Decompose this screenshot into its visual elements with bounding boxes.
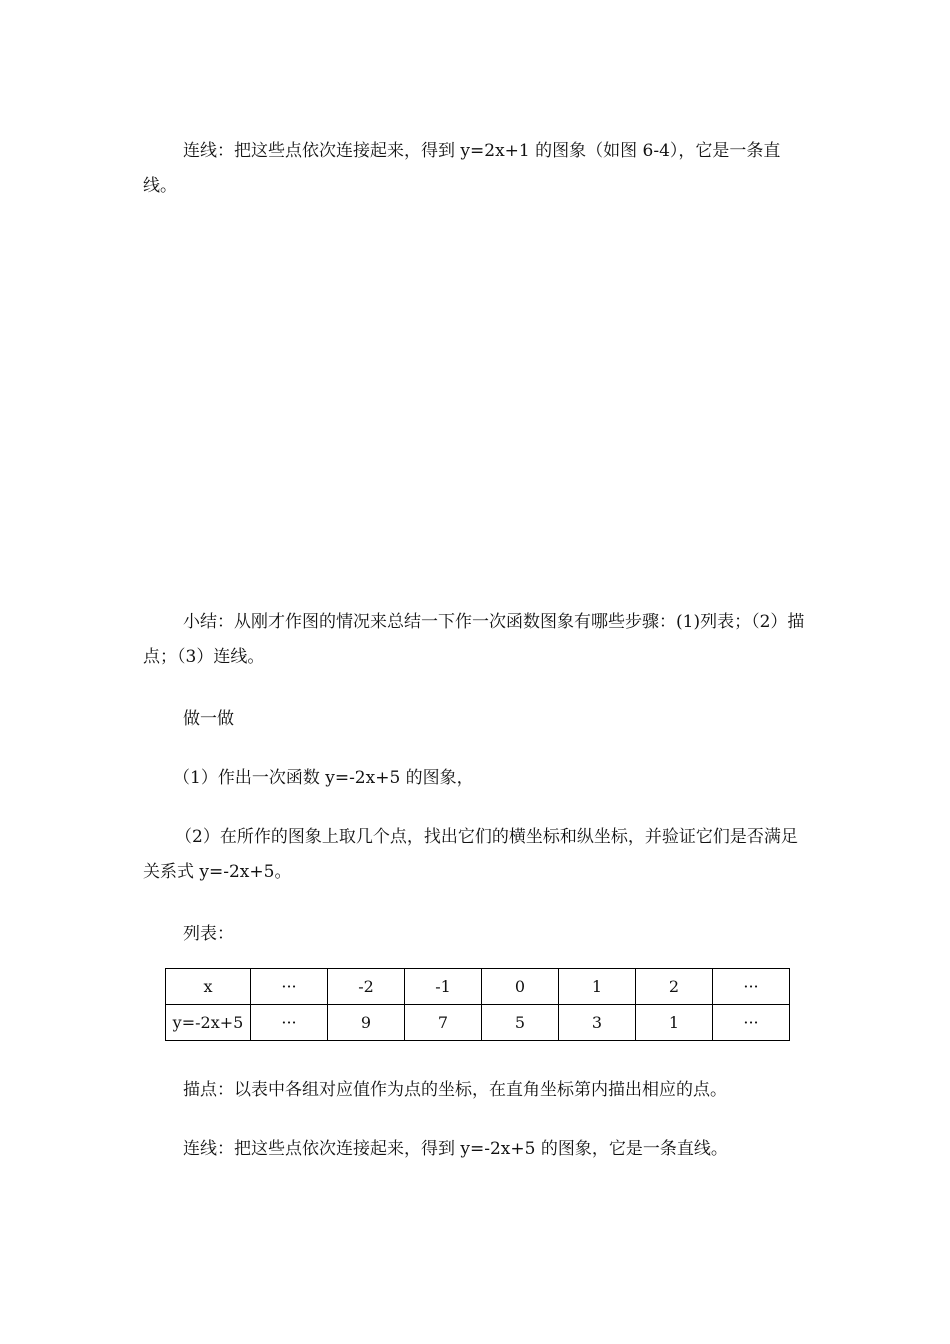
paragraph-list-table-label: 列表： <box>183 924 234 944</box>
table-cell: 5 <box>482 1005 559 1041</box>
table-cell: ··· <box>251 969 328 1005</box>
value-table <box>165 968 790 1041</box>
paragraph-try-it-heading: 做一做 <box>183 709 234 729</box>
table-cell: ··· <box>713 1005 790 1041</box>
table-cell: 9 <box>328 1005 405 1041</box>
paragraph-connect-line-1: 连线：把这些点依次连接起来，得到 y=2x+1 的图象（如图 6-4），它是一条直线。 <box>143 141 781 196</box>
paragraph-task-1: （1）作出一次函数 y=-2x+5 的图象， <box>173 768 474 788</box>
table-row-x <box>166 969 790 1005</box>
table-cell: 3 <box>559 1005 636 1041</box>
paragraph-summary: 小结：从刚才作图的情况来总结一下作一次函数图象有哪些步骤：(1)列表；（2）描点；（3）连线。 <box>143 612 805 667</box>
paragraph-task-2: （2）在所作的图象上取几个点，找出它们的横坐标和纵坐标，并验证它们是否满足关系式 y=-2x+5。 <box>143 827 798 882</box>
table-cell: 2 <box>636 969 713 1005</box>
table-cell: 1 <box>636 1005 713 1041</box>
table-cell: -2 <box>328 969 405 1005</box>
table-cell: 1 <box>559 969 636 1005</box>
table-cell: y=-2x+5 <box>166 1005 251 1041</box>
paragraph-connect-line-2: 连线：把这些点依次连接起来，得到 y=-2x+5 的图象，它是一条直线。 <box>183 1139 728 1159</box>
table-row-y <box>166 1005 790 1041</box>
table-cell: x <box>166 969 251 1005</box>
table-cell: ··· <box>713 969 790 1005</box>
table-cell: 7 <box>405 1005 482 1041</box>
table-cell: -1 <box>405 969 482 1005</box>
table-cell: 0 <box>482 969 559 1005</box>
paragraph-plot-points: 描点：以表中各组对应值作为点的坐标，在直角坐标第内描出相应的点。 <box>183 1080 727 1100</box>
table-cell: ··· <box>251 1005 328 1041</box>
